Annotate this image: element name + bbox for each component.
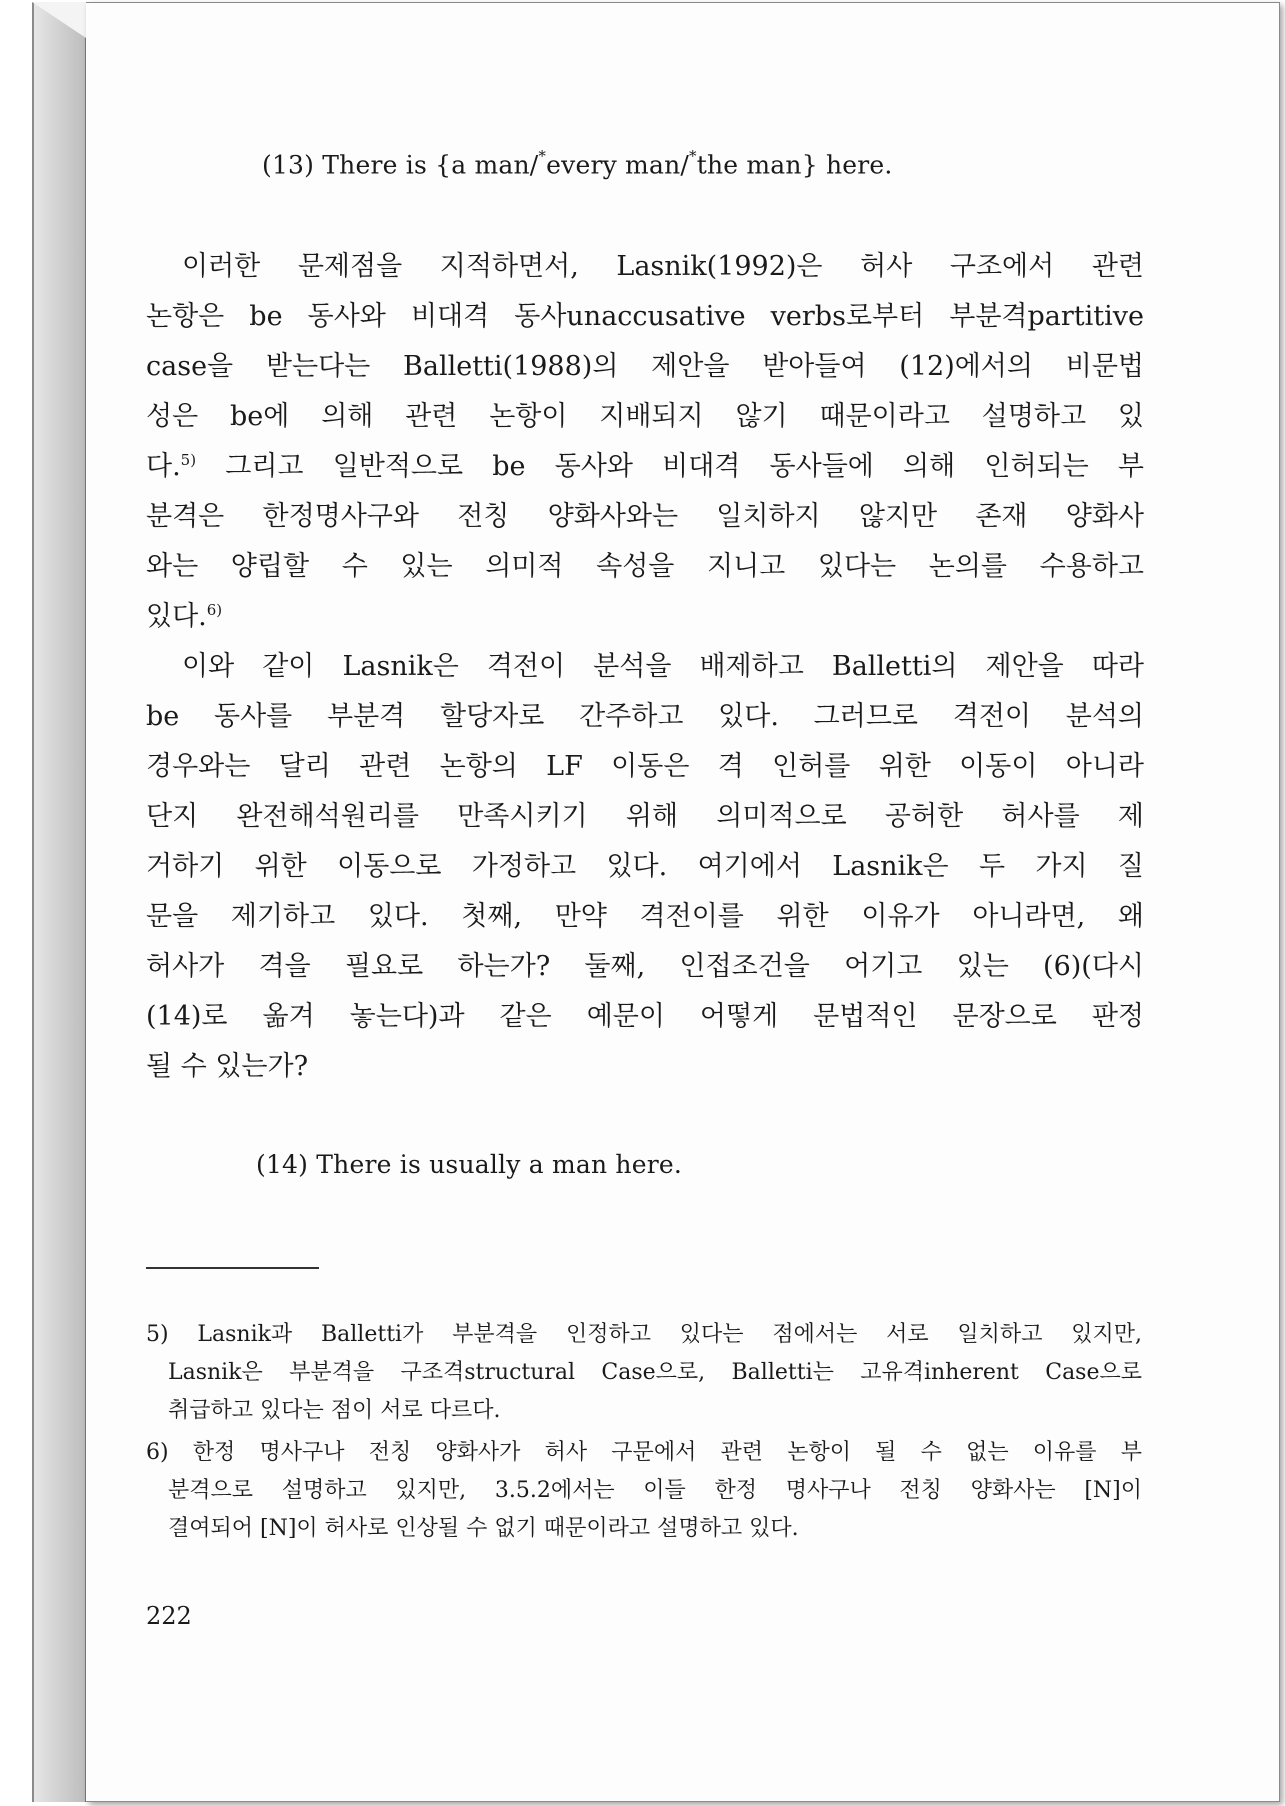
footnote-line: 6) 한정 명사구나 전칭 양화사가 허사 구문에서 관련 논항이 될 수 없는 이유를 부 <box>146 1440 1142 1465</box>
paragraph-2-line: 허사가 격을 필요로 하는가? 둘째, 인접조건을 어기고 있는 (6)(다시 <box>146 951 1144 982</box>
paragraph-1-line-last <box>146 592 1144 642</box>
example-13-text-c: the man} here. <box>696 150 893 180</box>
paragraph-1-line-start: 다. <box>146 451 181 482</box>
paragraph-2-line: 단지 완전해석원리를 만족시키기 위해 의미적으로 공허한 허사를 제 <box>146 801 1144 832</box>
example-13-text-a: There is {a man/ <box>322 150 539 180</box>
paragraph-1-line: 분격은 한정명사구와 전칭 양화사와는 일치하지 않지만 존재 양화사 <box>146 501 1144 532</box>
example-13-text-b: every man/ <box>546 150 689 180</box>
paragraph-1-line: 논항은 be 동사와 비대격 동사unaccusative verbs로부터 부분격partitive <box>146 301 1144 332</box>
paragraph-1-line-mixed <box>146 442 1144 492</box>
paragraph-1-line: 이러한 문제점을 지적하면서, Lasnik(1992)은 허사 구조에서 관련 <box>182 251 1144 282</box>
book-spine <box>32 2 86 1802</box>
page-number: 222 <box>146 1602 192 1630</box>
example-13-star-1: * <box>538 147 547 165</box>
footnote-ref-6: 6) <box>206 601 223 619</box>
example-13-star-2: * <box>689 147 697 165</box>
footnote-line: 5) Lasnik과 Balletti가 부분격을 인정하고 있다는 점에서는 서로 일치하고 있지만, <box>146 1322 1142 1347</box>
footnote-line: 결여되어 [N]이 허사로 인상될 수 없기 때문이라고 설명하고 있다. <box>168 1516 799 1541</box>
paragraph-1-line: 와는 양립할 수 있는 의미적 속성을 지니고 있다는 논의를 수용하고 <box>146 551 1144 582</box>
footnote-line: 분격으로 설명하고 있지만, 3.5.2에서는 이들 한정 명사구나 전칭 양화사는 [N]이 <box>168 1478 1142 1503</box>
paragraph-2-line: (14)로 옮겨 놓는다)과 같은 예문이 어떻게 문법적인 문장으로 판정 <box>146 1001 1144 1032</box>
paragraph-1-line: case을 받는다는 Balletti(1988)의 제안을 받아들여 (12)에서의 비문법 <box>146 351 1144 382</box>
example-14-text: There is usually a man here. <box>316 1150 683 1179</box>
paragraph-1 <box>146 242 1144 642</box>
footnote-line: 취급하고 있다는 점이 서로 다르다. <box>168 1398 501 1423</box>
footnote-6 <box>146 1434 1142 1548</box>
paragraph-2-line: 이와 같이 Lasnik은 격전이 분석을 배제하고 Balletti의 제안을 따라 <box>182 651 1144 682</box>
example-13-number: (13) <box>262 150 315 180</box>
footnote-divider <box>146 1267 319 1269</box>
footnote-ref-5: 5) <box>180 451 197 469</box>
paragraph-1-line: 성은 be에 의해 관련 논항이 지배되지 않기 때문이라고 설명하고 있 <box>146 401 1144 432</box>
paragraph-2-line: 될 수 있는가? <box>146 1051 309 1082</box>
footnote-line: Lasnik은 부분격을 구조격structural Case으로, Balletti는 고유격inherent Case으로 <box>168 1360 1142 1385</box>
paragraph-2 <box>146 642 1144 1092</box>
paragraph-1-line-rest: 그리고 일반적으로 be 동사와 비대격 동사들에 의해 인허되는 부 <box>225 451 1144 482</box>
paragraph-2-line: be 동사를 부분격 할당자로 간주하고 있다. 그러므로 격전이 분석의 <box>146 701 1144 732</box>
book-spine-top <box>32 2 86 38</box>
example-14 <box>256 1150 682 1179</box>
example-13 <box>262 147 893 180</box>
paragraph-2-line: 문을 제기하고 있다. 첫째, 만약 격전이를 위한 이유가 아니라면, 왜 <box>146 901 1144 932</box>
paragraph-2-line: 거하기 위한 이동으로 가정하고 있다. 여기에서 Lasnik은 두 가지 질 <box>146 851 1144 882</box>
paragraph-2-line: 경우와는 달리 관련 논항의 LF 이동은 격 인허를 위한 이동이 아니라 <box>146 751 1144 782</box>
footnote-5 <box>146 1316 1142 1430</box>
paragraph-1-line-end-text: 있다. <box>146 601 207 632</box>
example-14-number: (14) <box>256 1150 309 1179</box>
